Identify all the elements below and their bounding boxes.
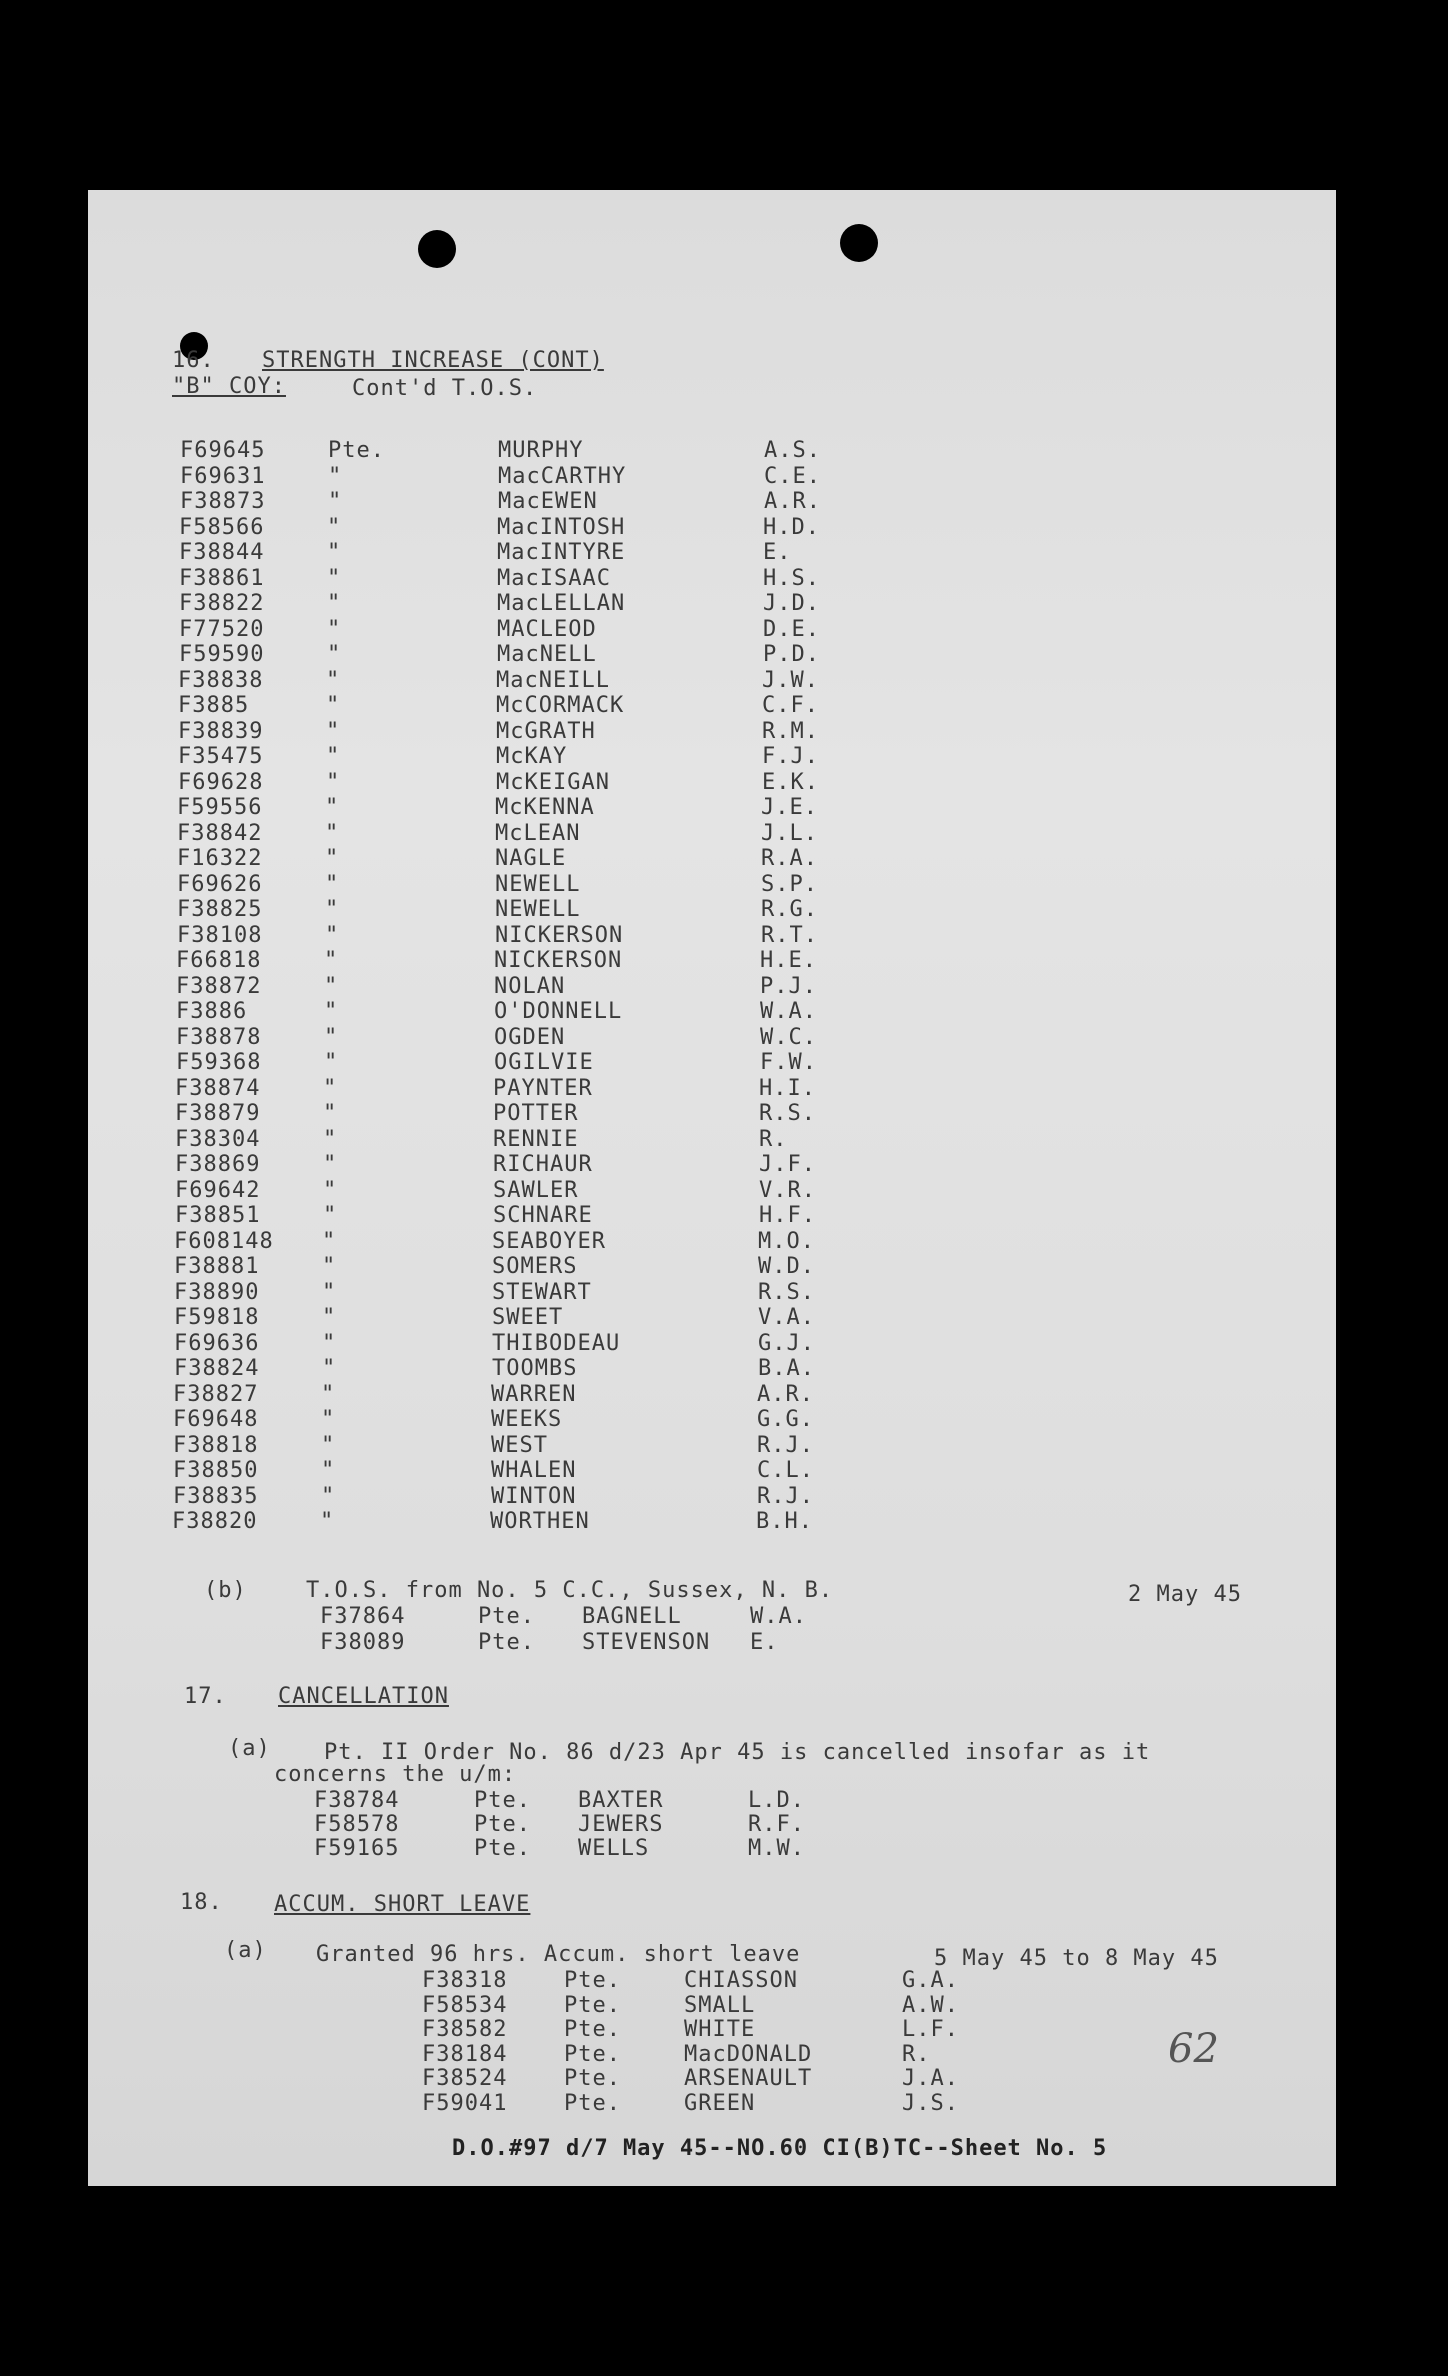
service-number: F38108 bbox=[177, 922, 263, 948]
company-label: "B" COY: bbox=[172, 374, 286, 399]
service-number: F38851 bbox=[175, 1203, 261, 1228]
initials: F.W. bbox=[760, 1050, 817, 1075]
section-17-title: CANCELLATION bbox=[278, 1684, 449, 1709]
punch-hole-left bbox=[418, 230, 456, 268]
initials: J.L. bbox=[761, 820, 818, 846]
list-item: F37864 Pte. BAGNELL W.A. bbox=[320, 1604, 807, 1629]
service-number: F38842 bbox=[177, 820, 263, 846]
rank: " bbox=[323, 1126, 338, 1152]
surname: SWEET bbox=[492, 1305, 564, 1330]
surname: MacNELL bbox=[497, 642, 597, 667]
service-number: F38524 bbox=[422, 2066, 508, 2091]
section-17-number: 17. bbox=[184, 1684, 227, 1709]
service-number: F38878 bbox=[176, 1024, 262, 1050]
surname: MacEWEN bbox=[498, 489, 598, 514]
rank: " bbox=[321, 1458, 336, 1483]
initials: V.R. bbox=[759, 1177, 816, 1203]
surname: RICHAUR bbox=[493, 1152, 593, 1177]
rank: Pte. bbox=[564, 1992, 621, 2018]
initials: J.D. bbox=[763, 591, 820, 616]
service-number: F38861 bbox=[179, 565, 265, 591]
table-row bbox=[88, 617, 1336, 643]
service-number: F3885 bbox=[178, 693, 250, 718]
table-row bbox=[88, 1433, 1336, 1459]
initials: W.D. bbox=[758, 1254, 815, 1279]
table-row bbox=[88, 846, 1336, 872]
initials: H.S. bbox=[763, 565, 820, 591]
surname: McKEIGAN bbox=[496, 769, 610, 795]
service-number: F59818 bbox=[174, 1305, 260, 1330]
rank: " bbox=[325, 795, 340, 820]
surname: McGRATH bbox=[496, 718, 596, 744]
service-number: F608148 bbox=[174, 1228, 274, 1254]
service-number: F59556 bbox=[177, 795, 263, 820]
rank: " bbox=[326, 718, 341, 744]
surname: NEWELL bbox=[495, 871, 581, 897]
surname: MacISAAC bbox=[497, 565, 611, 591]
surname: SAWLER bbox=[493, 1177, 579, 1203]
initials: R.A. bbox=[761, 846, 818, 871]
service-number: F59041 bbox=[422, 2090, 508, 2116]
document-footer: D.O.#97 d/7 May 45--NO.60 CI(B)TC--Sheet No. 5 bbox=[452, 2136, 1108, 2161]
service-number: F59590 bbox=[179, 642, 265, 667]
table-row bbox=[88, 948, 1336, 974]
surname: WEEKS bbox=[491, 1407, 563, 1432]
service-number: F38838 bbox=[178, 667, 264, 693]
surname: WHALEN bbox=[491, 1458, 577, 1483]
section-b-text: T.O.S. from No. 5 C.C., Sussex, N. B. bbox=[306, 1578, 834, 1603]
rank: " bbox=[325, 820, 340, 846]
service-number: F38820 bbox=[172, 1509, 258, 1534]
list-item bbox=[88, 2017, 1336, 2043]
table-row bbox=[88, 1509, 1336, 1535]
initials: R.J. bbox=[757, 1483, 814, 1509]
initials: A.S. bbox=[764, 438, 821, 463]
surname: MURPHY bbox=[498, 438, 584, 463]
rank: " bbox=[323, 1152, 338, 1177]
table-row bbox=[88, 999, 1336, 1025]
surname: OGDEN bbox=[494, 1024, 566, 1050]
paragraph-number: 16. bbox=[172, 348, 215, 373]
rank: " bbox=[327, 591, 342, 616]
rank: " bbox=[326, 769, 341, 795]
service-number: F66818 bbox=[176, 948, 262, 973]
rank: Pte. bbox=[564, 2041, 621, 2067]
surname: SEABOYER bbox=[492, 1228, 606, 1254]
service-number: F38304 bbox=[175, 1126, 261, 1152]
rank: " bbox=[322, 1279, 337, 1305]
initials: A.W. bbox=[902, 1992, 959, 2018]
rank: " bbox=[327, 514, 342, 540]
service-number: F38824 bbox=[174, 1356, 260, 1381]
service-number: F38869 bbox=[175, 1152, 261, 1177]
section-18-label: (a) bbox=[224, 1938, 267, 1963]
rank: " bbox=[326, 693, 341, 718]
surname: NICKERSON bbox=[495, 922, 624, 948]
service-number: F38839 bbox=[178, 718, 264, 744]
service-number: F38318 bbox=[422, 1968, 508, 1993]
initials: R.S. bbox=[758, 1279, 815, 1305]
subheading: Cont'd T.O.S. bbox=[352, 376, 538, 401]
rank: " bbox=[322, 1228, 337, 1254]
rank: " bbox=[324, 1050, 339, 1075]
rank: " bbox=[323, 1101, 338, 1126]
rank: " bbox=[327, 565, 342, 591]
rank: " bbox=[322, 1356, 337, 1381]
rank: " bbox=[322, 1330, 337, 1356]
surname: WHITE bbox=[684, 2017, 756, 2042]
service-number: F59368 bbox=[176, 1050, 262, 1075]
table-row bbox=[88, 1280, 1336, 1306]
service-number: F58566 bbox=[179, 514, 265, 540]
service-number: F69636 bbox=[174, 1330, 260, 1356]
surname: SOMERS bbox=[492, 1254, 578, 1279]
initials: M.O. bbox=[758, 1228, 815, 1254]
rank: " bbox=[321, 1381, 336, 1407]
service-number: F38874 bbox=[175, 1075, 261, 1101]
surname: NICKERSON bbox=[494, 948, 623, 973]
surname: MACLEOD bbox=[497, 616, 597, 642]
section-17-label: (a) bbox=[228, 1736, 271, 1761]
table-row bbox=[88, 719, 1336, 745]
surname: MacINTOSH bbox=[497, 514, 626, 540]
initials: E.K. bbox=[762, 769, 819, 795]
initials: R. bbox=[759, 1126, 788, 1152]
initials: E. bbox=[763, 540, 792, 565]
table-row bbox=[88, 1229, 1336, 1255]
table-row bbox=[88, 923, 1336, 949]
surname: MacINTYRE bbox=[497, 540, 626, 565]
service-number: F69642 bbox=[175, 1177, 261, 1203]
surname: McCORMACK bbox=[496, 693, 625, 718]
margin-note: 62 bbox=[1168, 2026, 1219, 2072]
list-item: F38089 Pte. STEVENSON E. bbox=[320, 1630, 779, 1655]
table-row bbox=[88, 1382, 1336, 1408]
rank: " bbox=[322, 1254, 337, 1279]
rank: " bbox=[326, 744, 341, 769]
service-number: F38879 bbox=[175, 1101, 261, 1126]
table-row bbox=[88, 1178, 1336, 1204]
service-number: F35475 bbox=[178, 744, 264, 769]
table-row bbox=[88, 974, 1336, 1000]
initials: W.C. bbox=[760, 1024, 817, 1050]
initials: R.J. bbox=[757, 1432, 814, 1458]
table-row bbox=[88, 1203, 1336, 1229]
list-item bbox=[88, 1993, 1336, 2019]
section-18-title: ACCUM. SHORT LEAVE bbox=[274, 1892, 531, 1917]
list-item bbox=[88, 2091, 1336, 2117]
service-number: F3886 bbox=[176, 999, 248, 1024]
initials: G.A. bbox=[902, 1968, 959, 1993]
surname: MacNEILL bbox=[496, 667, 610, 693]
service-number: F38822 bbox=[179, 591, 265, 616]
surname: NEWELL bbox=[495, 897, 581, 922]
rank: " bbox=[328, 463, 343, 489]
rank: " bbox=[326, 667, 341, 693]
rank: Pte. bbox=[564, 2066, 621, 2091]
initials: J.A. bbox=[902, 2066, 959, 2091]
initials: P.D. bbox=[763, 642, 820, 667]
surname: CHIASSON bbox=[684, 1968, 798, 1993]
surname: McKENNA bbox=[495, 795, 595, 820]
surname: RENNIE bbox=[493, 1126, 579, 1152]
table-row bbox=[88, 1101, 1336, 1127]
initials: H.E. bbox=[760, 948, 817, 973]
section-b-date: 2 May 45 bbox=[1128, 1582, 1242, 1607]
table-row bbox=[88, 1305, 1336, 1331]
rank: " bbox=[324, 999, 339, 1024]
surname: MacCARTHY bbox=[498, 463, 627, 489]
list-item: F38784 Pte. BAXTER L.D. bbox=[314, 1788, 805, 1813]
surname: STEWART bbox=[492, 1279, 592, 1305]
table-row bbox=[88, 1331, 1336, 1357]
table-row bbox=[88, 770, 1336, 796]
rank: " bbox=[320, 1509, 335, 1534]
service-number: F69628 bbox=[178, 769, 264, 795]
rank: " bbox=[325, 846, 340, 871]
table-row bbox=[88, 1458, 1336, 1484]
section-title: STRENGTH INCREASE (CONT) bbox=[262, 348, 604, 373]
table-row bbox=[88, 1050, 1336, 1076]
surname: McKAY bbox=[496, 744, 568, 769]
surname: GREEN bbox=[684, 2090, 756, 2116]
service-number: F69648 bbox=[173, 1407, 259, 1432]
table-row bbox=[88, 1407, 1336, 1433]
table-row bbox=[88, 1025, 1336, 1051]
table-row bbox=[88, 1127, 1336, 1153]
list-item bbox=[88, 1968, 1336, 1994]
rank: " bbox=[323, 1203, 338, 1228]
rank: " bbox=[324, 973, 339, 999]
service-number: F38827 bbox=[173, 1381, 259, 1407]
service-number: F77520 bbox=[179, 616, 265, 642]
table-row bbox=[88, 795, 1336, 821]
rank: " bbox=[324, 1024, 339, 1050]
initials: A.R. bbox=[757, 1381, 814, 1407]
rank: " bbox=[328, 489, 343, 514]
service-number: F69626 bbox=[177, 871, 263, 897]
table-row bbox=[88, 821, 1336, 847]
initials: R.M. bbox=[762, 718, 819, 744]
table-row bbox=[88, 1076, 1336, 1102]
initials: D.E. bbox=[763, 616, 820, 642]
initials: R.T. bbox=[761, 922, 818, 948]
initials: H.F. bbox=[759, 1203, 816, 1228]
initials: J.F. bbox=[759, 1152, 816, 1177]
service-number: F38582 bbox=[422, 2017, 508, 2042]
initials: J.S. bbox=[902, 2090, 959, 2116]
surname: PAYNTER bbox=[493, 1075, 593, 1101]
surname: MacDONALD bbox=[684, 2041, 813, 2067]
section-b-label: (b) bbox=[204, 1578, 247, 1603]
rank: " bbox=[327, 642, 342, 667]
rank: Pte. bbox=[564, 1968, 621, 1993]
table-row bbox=[88, 668, 1336, 694]
rank: " bbox=[325, 922, 340, 948]
list-item bbox=[88, 2042, 1336, 2068]
initials: H.D. bbox=[763, 514, 820, 540]
table-row bbox=[88, 489, 1336, 515]
surname: O'DONNELL bbox=[494, 999, 623, 1024]
surname: NOLAN bbox=[494, 973, 566, 999]
initials: C.E. bbox=[764, 463, 821, 489]
document-page bbox=[88, 190, 1336, 2186]
section-17-line2: concerns the u/m: bbox=[274, 1762, 517, 1787]
surname: OGILVIE bbox=[494, 1050, 594, 1075]
surname: WINTON bbox=[491, 1483, 577, 1509]
rank: " bbox=[324, 948, 339, 973]
section-17-line1: Pt. II Order No. 86 d/23 Apr 45 is cancelled insofar as it bbox=[324, 1740, 1151, 1765]
table-row bbox=[88, 1152, 1336, 1178]
initials: C.F. bbox=[762, 693, 819, 718]
list-item: F58578 Pte. JEWERS R.F. bbox=[314, 1812, 805, 1837]
surname: WARREN bbox=[491, 1381, 577, 1407]
surname: WORTHEN bbox=[490, 1509, 590, 1534]
service-number: F16322 bbox=[177, 846, 263, 871]
rank: " bbox=[322, 1305, 337, 1330]
surname: SMALL bbox=[684, 1992, 756, 2018]
initials: R.S. bbox=[759, 1101, 816, 1126]
table-row bbox=[88, 872, 1336, 898]
service-number: F38818 bbox=[173, 1432, 259, 1458]
table-row bbox=[88, 642, 1336, 668]
surname: TOOMBS bbox=[492, 1356, 578, 1381]
service-number: F38844 bbox=[179, 540, 265, 565]
table-row bbox=[88, 1356, 1336, 1382]
rank: " bbox=[325, 897, 340, 922]
table-row bbox=[88, 744, 1336, 770]
surname: SCHNARE bbox=[493, 1203, 593, 1228]
surname: McLEAN bbox=[495, 820, 581, 846]
rank: " bbox=[323, 1075, 338, 1101]
punch-hole-right bbox=[840, 224, 878, 262]
table-row bbox=[88, 438, 1336, 464]
rank: Pte. bbox=[328, 438, 385, 463]
initials: B.A. bbox=[758, 1356, 815, 1381]
table-row bbox=[88, 540, 1336, 566]
service-number: F38881 bbox=[174, 1254, 260, 1279]
surname: WEST bbox=[491, 1432, 548, 1458]
service-number: F38835 bbox=[173, 1483, 259, 1509]
initials: G.J. bbox=[758, 1330, 815, 1356]
section-18-number: 18. bbox=[180, 1890, 223, 1915]
service-number: F58534 bbox=[422, 1992, 508, 2018]
service-number: F38890 bbox=[174, 1279, 260, 1305]
service-number: F38850 bbox=[173, 1458, 259, 1483]
initials: B.H. bbox=[756, 1509, 813, 1534]
table-row bbox=[88, 566, 1336, 592]
initials: R. bbox=[902, 2041, 931, 2067]
initials: H.I. bbox=[759, 1075, 816, 1101]
rank: Pte. bbox=[564, 2090, 621, 2116]
service-number: F38872 bbox=[176, 973, 262, 999]
initials: G.G. bbox=[757, 1407, 814, 1432]
service-number: F38873 bbox=[180, 489, 266, 514]
rank: " bbox=[327, 616, 342, 642]
initials: R.G. bbox=[761, 897, 818, 922]
rank: " bbox=[321, 1432, 336, 1458]
table-row bbox=[88, 464, 1336, 490]
rank: " bbox=[321, 1407, 336, 1432]
service-number: F69645 bbox=[180, 438, 266, 463]
table-row bbox=[88, 897, 1336, 923]
rank: " bbox=[323, 1177, 338, 1203]
surname: MacLELLAN bbox=[497, 591, 626, 616]
rank: " bbox=[321, 1483, 336, 1509]
list-item: F59165 Pte. WELLS M.W. bbox=[314, 1836, 805, 1861]
table-row bbox=[88, 591, 1336, 617]
initials: L.F. bbox=[902, 2017, 959, 2042]
initials: W.A. bbox=[760, 999, 817, 1024]
section-18-line1: Granted 96 hrs. Accum. short leave bbox=[316, 1942, 801, 1967]
section-18-dates: 5 May 45 to 8 May 45 bbox=[934, 1946, 1219, 1971]
rank: " bbox=[327, 540, 342, 565]
service-number: F38825 bbox=[177, 897, 263, 922]
service-number: F69631 bbox=[180, 463, 266, 489]
surname: THIBODEAU bbox=[492, 1330, 621, 1356]
initials: S.P. bbox=[761, 871, 818, 897]
initials: A.R. bbox=[764, 489, 821, 514]
rank: Pte. bbox=[564, 2017, 621, 2042]
list-item bbox=[88, 2066, 1336, 2092]
initials: F.J. bbox=[762, 744, 819, 769]
initials: V.A. bbox=[758, 1305, 815, 1330]
table-row bbox=[88, 693, 1336, 719]
surname: NAGLE bbox=[495, 846, 567, 871]
surname: POTTER bbox=[493, 1101, 579, 1126]
service-number: F38184 bbox=[422, 2041, 508, 2067]
initials: C.L. bbox=[757, 1458, 814, 1483]
surname: ARSENAULT bbox=[684, 2066, 813, 2091]
initials: J.W. bbox=[762, 667, 819, 693]
table-row bbox=[88, 515, 1336, 541]
rank: " bbox=[325, 871, 340, 897]
table-row bbox=[88, 1484, 1336, 1510]
initials: J.E. bbox=[761, 795, 818, 820]
initials: P.J. bbox=[760, 973, 817, 999]
table-row bbox=[88, 1254, 1336, 1280]
